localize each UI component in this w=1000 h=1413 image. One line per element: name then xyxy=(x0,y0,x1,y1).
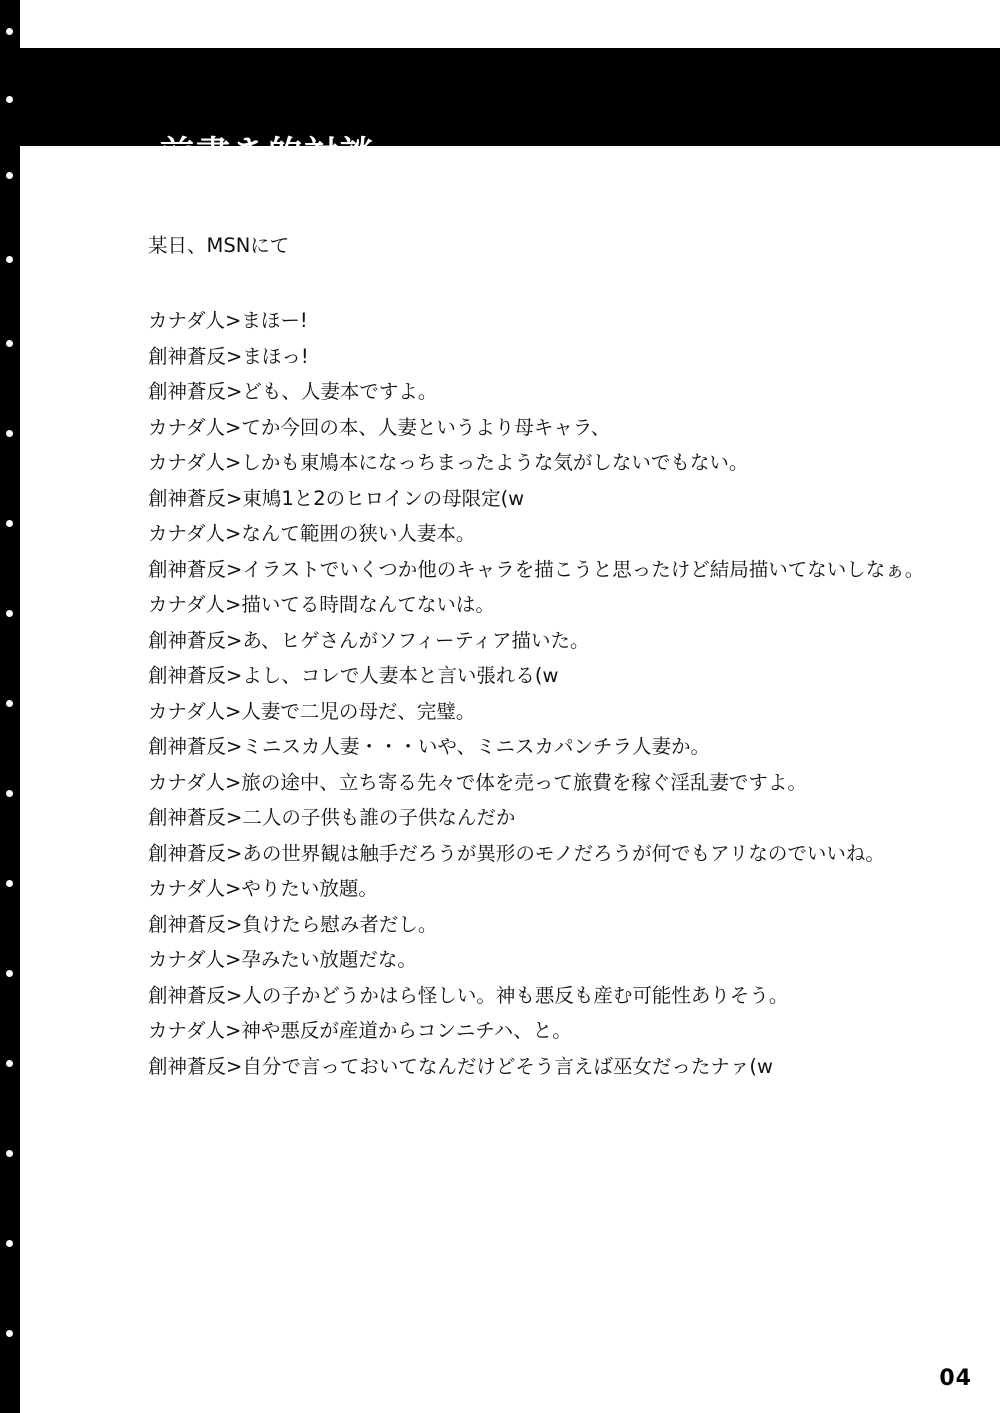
dialogue-line: カナダ人>まほー! xyxy=(148,309,308,333)
spine-dot xyxy=(6,970,13,977)
dialogue-line: 創神蒼反>あ、ヒゲさんがソフィーティア描いた。 xyxy=(148,628,590,652)
dialogue-line: カナダ人>神や悪反が産道からコンニチハ、と。 xyxy=(148,1019,572,1043)
dialogue-line: 創神蒼反>ども、人妻本ですよ。 xyxy=(148,380,438,404)
spine-dot xyxy=(6,28,13,35)
page-title: 前書き的対談 xyxy=(160,134,376,174)
dialogue-line: カナダ人>孕みたい放題だな。 xyxy=(148,948,417,972)
dialogue-line: 創神蒼反>自分で言っておいてなんだけどそう言えば巫女だったナァ(w xyxy=(148,1054,773,1078)
page-number: 04 xyxy=(939,1366,972,1391)
lead-paragraph: 某日、MSNにて xyxy=(148,234,290,257)
spine-dot xyxy=(6,1330,13,1337)
spine-dot xyxy=(6,1060,13,1067)
dialogue-list xyxy=(148,311,938,1076)
page-spine xyxy=(0,0,20,1413)
spine-dot xyxy=(6,340,13,347)
dialogue-line: 創神蒼反>負けたら慰み者だし。 xyxy=(148,912,438,936)
dialogue-line: 創神蒼反>ミニスカ人妻・・・いや、ミニスカパンチラ人妻か。 xyxy=(148,735,710,759)
article-body xyxy=(148,232,938,1092)
spine-dot xyxy=(6,172,13,179)
dialogue-line: 創神蒼反>東鳩1と2のヒロインの母限定(w xyxy=(148,486,525,510)
dialogue-line: 創神蒼反>二人の子供も誰の子供なんだか xyxy=(148,806,516,830)
dialogue-line: カナダ人>てか今回の本、人妻というより母キャラ、 xyxy=(148,415,611,439)
spine-dot xyxy=(6,880,13,887)
dialogue-line: 創神蒼反>あの世界観は触手だろうが異形のモノだろうが何でもアリなのでいいね。 xyxy=(148,841,885,865)
dialogue-line: カナダ人>人妻で二児の母だ、完璧。 xyxy=(148,699,476,723)
spine-dot xyxy=(6,430,13,437)
dialogue-line: 創神蒼反>イラストでいくつか他のキャラを描こうと思ったけど結局描いてないしなぁ。 xyxy=(148,557,925,581)
spine-dot-pattern xyxy=(0,0,20,1413)
spine-dot xyxy=(6,96,13,103)
dialogue-line: カナダ人>やりたい放題。 xyxy=(148,877,378,901)
dialogue-line: 創神蒼反>人の子かどうかはら怪しい。神も悪反も産む可能性ありそう。 xyxy=(148,983,789,1007)
spine-dot xyxy=(6,700,13,707)
spine-dot xyxy=(6,1240,13,1247)
dialogue-line: カナダ人>なんて範囲の狭い人妻本。 xyxy=(148,522,476,546)
spine-dot xyxy=(6,256,13,263)
spine-dot xyxy=(6,520,13,527)
dialogue-line: カナダ人>しかも東鳩本になっちまったような気がしないでもない。 xyxy=(148,451,749,475)
dialogue-line: 創神蒼反>よし、コレで人妻本と言い張れる(w xyxy=(148,664,559,688)
spine-dot xyxy=(6,1150,13,1157)
dialogue-line: カナダ人>描いてる時間なんてないは。 xyxy=(148,593,495,617)
header-band xyxy=(20,48,1000,174)
spine-dot xyxy=(6,610,13,617)
dialogue-line: カナダ人>旅の途中、立ち寄る先々で体を売って旅費を稼ぐ淫乱妻ですよ。 xyxy=(148,770,807,794)
spine-dot xyxy=(6,790,13,797)
dialogue-line: 創神蒼反>まほっ! xyxy=(148,344,309,368)
